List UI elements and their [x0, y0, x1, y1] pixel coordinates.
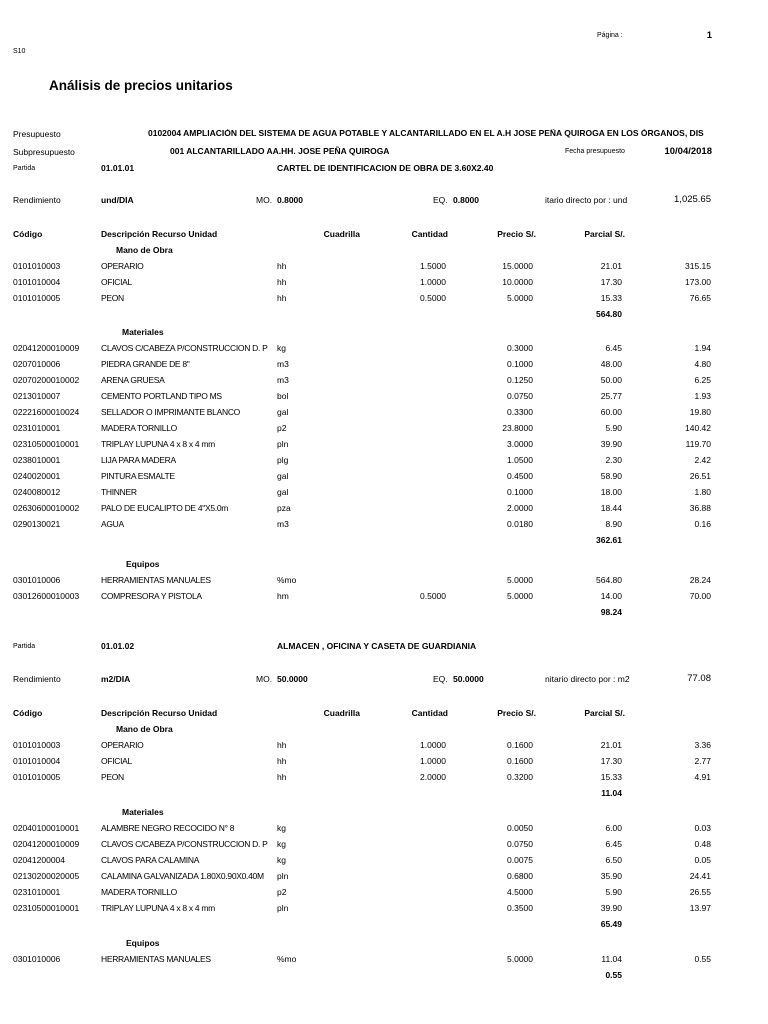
- rendimiento-label: Rendimiento: [13, 195, 61, 205]
- row-parcial: 6.45: [605, 343, 622, 353]
- row-unit: pln: [277, 903, 289, 913]
- row-unit: p2: [277, 887, 287, 897]
- row-code: 02041200010009: [13, 343, 80, 353]
- row-unit: pza: [277, 503, 291, 513]
- subtotal-materiales: 362.61: [596, 535, 622, 545]
- row-parcial: 39.90: [600, 903, 622, 913]
- row-precio: 0.1600: [507, 756, 533, 766]
- row-total: 0.48: [694, 839, 711, 849]
- row-code: 02130200020005: [13, 871, 80, 881]
- row-total: 70.00: [689, 591, 711, 601]
- row-precio: 0.3200: [507, 772, 533, 782]
- row-parcial: 39.90: [600, 439, 622, 449]
- row-code: 0101010003: [13, 261, 61, 271]
- costo-label: itario directo por : und: [545, 195, 628, 205]
- row-parcial: 21.01: [600, 261, 622, 271]
- col-cuadrilla: Cuadrilla: [323, 708, 360, 718]
- col-descripcion: Descripción Recurso Unidad: [101, 708, 218, 718]
- row-code: 02630600010002: [13, 503, 80, 513]
- row-cantidad: 1.0000: [420, 740, 446, 750]
- row-cantidad: 0.5000: [420, 293, 446, 303]
- row-precio: 5.0000: [507, 575, 533, 585]
- row-description: OPERARIO: [101, 261, 144, 271]
- row-code: 0207010006: [13, 359, 61, 369]
- row-description: SELLADOR O IMPRIMANTE BLANCO: [101, 407, 240, 417]
- row-parcial: 17.30: [600, 756, 622, 766]
- presupuesto-value: 0102004 AMPLIACIÓN DEL SISTEMA DE AGUA POTABLE Y ALCANTARILLADO EN EL A.H JOSE PEÑA QUIROGA EN LOS ÓRGANOS, DIS: [148, 129, 704, 138]
- group-mano-de-obra: Mano de Obra: [116, 724, 173, 734]
- row-unit: kg: [277, 343, 286, 353]
- row-description: PIEDRA GRANDE DE 8": [101, 359, 190, 369]
- row-precio: 0.6800: [507, 871, 533, 881]
- row-code: 02041200004: [13, 855, 66, 865]
- row-code: 0240080012: [13, 487, 61, 497]
- row-parcial: 17.30: [600, 277, 622, 287]
- col-cantidad: Cantidad: [411, 708, 448, 718]
- partida-code: 01.01.02: [101, 641, 135, 651]
- row-code: 0101010004: [13, 277, 61, 287]
- row-unit: pln: [277, 871, 289, 881]
- row-precio: 4.5000: [507, 887, 533, 897]
- row-precio: 10.0000: [502, 277, 533, 287]
- group-materiales: Materiales: [122, 807, 164, 817]
- group-mano-de-obra: Mano de Obra: [116, 245, 173, 255]
- group-materiales: Materiales: [122, 327, 164, 337]
- row-precio: 0.3500: [507, 903, 533, 913]
- subtotal-mano-de-obra: 564.80: [596, 309, 622, 319]
- row-parcial: 11.04: [601, 954, 622, 964]
- row-description: ARENA GRUESA: [101, 375, 165, 385]
- row-total: 173.00: [685, 277, 711, 287]
- col-precio: Precio S/.: [497, 708, 536, 718]
- row-total: 28.24: [689, 575, 711, 585]
- row-description: THINNER: [101, 487, 137, 497]
- eq-label: EQ.: [433, 195, 448, 205]
- row-precio: 0.3300: [507, 407, 533, 417]
- col-codigo: Código: [13, 708, 43, 718]
- row-precio: 2.0000: [507, 503, 533, 513]
- mo-value: 50.0000: [277, 674, 308, 684]
- row-total: 0.03: [694, 823, 711, 833]
- presupuesto-label: Presupuesto: [13, 129, 61, 139]
- row-precio: 0.1000: [507, 359, 533, 369]
- row-code: 0301010006: [13, 575, 61, 585]
- fecha-label: Fecha presupuesto: [565, 148, 625, 155]
- row-code: 02310500010001: [13, 903, 80, 913]
- row-description: MADERA TORNILLO: [101, 887, 177, 897]
- row-parcial: 15.33: [600, 293, 622, 303]
- row-description: CEMENTO PORTLAND TIPO MS: [101, 391, 222, 401]
- eq-value: 0.8000: [453, 195, 479, 205]
- row-precio: 0.1600: [507, 740, 533, 750]
- row-unit: plg: [277, 455, 289, 465]
- row-unit: kg: [277, 823, 286, 833]
- row-code: 02041200010009: [13, 839, 80, 849]
- row-total: 4.80: [694, 359, 711, 369]
- row-code: 0238010001: [13, 455, 61, 465]
- row-unit: gal: [277, 487, 289, 497]
- row-unit: bol: [277, 391, 289, 401]
- row-unit: %mo: [277, 575, 297, 585]
- eq-value: 50.0000: [453, 674, 484, 684]
- costo-value: 77.08: [687, 673, 711, 684]
- row-description: OFICIAL: [101, 756, 132, 766]
- row-code: 02040100010001: [13, 823, 80, 833]
- row-precio: 23.8000: [502, 423, 533, 433]
- row-code: 02070200010002: [13, 375, 80, 385]
- row-description: PEON: [101, 772, 124, 782]
- row-unit: hh: [277, 756, 287, 766]
- row-description: PALO DE EUCALIPTO DE 4"X5.0m: [101, 503, 229, 513]
- row-parcial: 2.30: [605, 455, 622, 465]
- partida-name: ALMACEN , OFICINA Y CASETA DE GUARDIANIA: [277, 641, 477, 651]
- rendimiento-unit: und/DIA: [101, 195, 134, 205]
- row-total: 26.51: [689, 471, 711, 481]
- row-total: 0.55: [694, 954, 711, 964]
- row-total: 13.97: [689, 903, 711, 913]
- row-description: OPERARIO: [101, 740, 144, 750]
- row-description: COMPRESORA Y PISTOLA: [101, 591, 202, 601]
- row-description: AGUA: [101, 519, 124, 529]
- row-precio: 0.1250: [507, 375, 533, 385]
- col-parcial: Parcial S/.: [584, 708, 625, 718]
- rendimiento-label: Rendimiento: [13, 674, 61, 684]
- row-unit: hm: [277, 591, 289, 601]
- row-total: 1.80: [694, 487, 711, 497]
- fecha-value: 10/04/2018: [664, 146, 712, 157]
- row-total: 24.41: [689, 871, 711, 881]
- row-precio: 0.3000: [507, 343, 533, 353]
- costo-value: 1,025.65: [674, 194, 711, 205]
- row-total: 119.70: [685, 439, 711, 449]
- row-precio: 0.0180: [507, 519, 533, 529]
- row-precio: 3.0000: [507, 439, 533, 449]
- col-descripcion: Descripción Recurso Unidad: [101, 229, 218, 239]
- row-precio: 1.0500: [507, 455, 533, 465]
- costo-label: nitario directo por : m2: [545, 674, 630, 684]
- row-description: TRIPLAY LUPUNA 4 x 8 x 4 mm: [101, 903, 215, 913]
- row-cantidad: 1.5000: [420, 261, 446, 271]
- group-equipos: Equipos: [126, 938, 160, 948]
- row-parcial: 14.00: [600, 591, 622, 601]
- page-number: 1: [706, 30, 712, 41]
- row-code: 0101010003: [13, 740, 61, 750]
- row-unit: p2: [277, 423, 287, 433]
- row-parcial: 564.80: [596, 575, 622, 585]
- row-code: 0231010001: [13, 887, 61, 897]
- row-parcial: 48.00: [600, 359, 622, 369]
- row-description: OFICIAL: [101, 277, 132, 287]
- row-total: 2.42: [694, 455, 711, 465]
- row-description: ALAMBRE NEGRO RECOCIDO N° 8: [101, 823, 235, 833]
- subtotal-equipos: 98.24: [600, 607, 622, 617]
- row-unit: gal: [277, 471, 289, 481]
- row-parcial: 5.90: [605, 423, 622, 433]
- subtotal-equipos: 0.55: [605, 970, 622, 980]
- row-total: 76.65: [689, 293, 711, 303]
- row-parcial: 6.00: [605, 823, 622, 833]
- row-unit: m3: [277, 375, 289, 385]
- row-parcial: 35.90: [600, 871, 622, 881]
- row-unit: hh: [277, 293, 287, 303]
- row-parcial: 21.01: [600, 740, 622, 750]
- row-precio: 0.0050: [507, 823, 533, 833]
- row-precio: 5.0000: [507, 591, 533, 601]
- row-unit: gal: [277, 407, 289, 417]
- col-cuadrilla: Cuadrilla: [323, 229, 360, 239]
- rendimiento-unit: m2/DIA: [101, 674, 131, 684]
- row-code: 02221600010024: [13, 407, 80, 417]
- row-unit: m3: [277, 519, 289, 529]
- row-parcial: 18.00: [600, 487, 622, 497]
- row-precio: 0.0750: [507, 391, 533, 401]
- row-total: 315.15: [685, 261, 711, 271]
- mo-label: MO.: [256, 195, 273, 205]
- subtotal-materiales: 65.49: [600, 919, 622, 929]
- row-description: MADERA TORNILLO: [101, 423, 177, 433]
- row-precio: 0.4500: [507, 471, 533, 481]
- row-cantidad: 1.0000: [420, 756, 446, 766]
- row-code: 02310500010001: [13, 439, 80, 449]
- row-code: 03012600010003: [13, 591, 80, 601]
- row-unit: kg: [277, 855, 286, 865]
- row-code: 0101010004: [13, 756, 61, 766]
- partida-label: Partida: [13, 165, 36, 172]
- row-unit: hh: [277, 772, 287, 782]
- row-description: PINTURA ESMALTE: [101, 471, 175, 481]
- row-description: HERRAMIENTAS MANUALES: [101, 954, 211, 964]
- subpresupuesto-label: Subpresupuesto: [13, 147, 75, 157]
- row-unit: hh: [277, 740, 287, 750]
- col-cantidad: Cantidad: [411, 229, 448, 239]
- row-code: 0101010005: [13, 772, 61, 782]
- row-unit: kg: [277, 839, 286, 849]
- row-code: 0240020001: [13, 471, 61, 481]
- row-total: 36.88: [689, 503, 711, 513]
- row-parcial: 8.90: [605, 519, 622, 529]
- col-codigo: Código: [13, 229, 43, 239]
- row-precio: 5.0000: [507, 954, 533, 964]
- row-parcial: 6.45: [605, 839, 622, 849]
- subtotal-mano-de-obra: 11.04: [601, 788, 622, 798]
- row-code: 0301010006: [13, 954, 61, 964]
- partida-name: CARTEL DE IDENTIFICACION DE OBRA DE 3.60X2.40: [277, 163, 494, 173]
- row-total: 4.91: [694, 772, 711, 782]
- row-parcial: 5.90: [605, 887, 622, 897]
- row-code: 0101010005: [13, 293, 61, 303]
- row-total: 6.25: [694, 375, 711, 385]
- row-cantidad: 0.5000: [420, 591, 446, 601]
- row-total: 0.16: [694, 519, 711, 529]
- row-description: LIJA PARA MADERA: [101, 455, 176, 465]
- row-parcial: 18.44: [600, 503, 622, 513]
- row-parcial: 15.33: [600, 772, 622, 782]
- row-total: 0.05: [694, 855, 711, 865]
- row-unit: m3: [277, 359, 289, 369]
- partida-label: Partida: [13, 643, 36, 650]
- row-parcial: 6.50: [605, 855, 622, 865]
- row-total: 140.42: [685, 423, 711, 433]
- row-code: 0231010001: [13, 423, 61, 433]
- mo-label: MO.: [256, 674, 273, 684]
- row-parcial: 25.77: [600, 391, 622, 401]
- row-parcial: 60.00: [600, 407, 622, 417]
- row-description: HERRAMIENTAS MANUALES: [101, 575, 211, 585]
- row-description: PEON: [101, 293, 124, 303]
- partida-code: 01.01.01: [101, 163, 135, 173]
- row-precio: 0.0750: [507, 839, 533, 849]
- group-equipos: Equipos: [126, 559, 160, 569]
- row-parcial: 58.90: [600, 471, 622, 481]
- row-description: CLAVOS C/CABEZA P/CONSTRUCCION D. P: [101, 839, 268, 849]
- row-total: 2.77: [694, 756, 711, 766]
- row-precio: 0.1000: [507, 487, 533, 497]
- row-unit: hh: [277, 277, 287, 287]
- row-total: 3.36: [694, 740, 711, 750]
- row-code: 0290130021: [13, 519, 61, 529]
- row-unit: pln: [277, 439, 289, 449]
- row-total: 1.93: [694, 391, 711, 401]
- row-cantidad: 1.0000: [420, 277, 446, 287]
- row-unit: hh: [277, 261, 287, 271]
- row-total: 26.55: [689, 887, 711, 897]
- mo-value: 0.8000: [277, 195, 303, 205]
- row-code: 0213010007: [13, 391, 61, 401]
- row-precio: 15.0000: [502, 261, 533, 271]
- page-label: Página :: [597, 32, 623, 39]
- row-total: 19.80: [689, 407, 711, 417]
- row-description: CLAVOS C/CABEZA P/CONSTRUCCION D. P: [101, 343, 268, 353]
- s10-label: S10: [13, 48, 26, 55]
- row-precio: 5.0000: [507, 293, 533, 303]
- row-parcial: 50.00: [600, 375, 622, 385]
- eq-label: EQ.: [433, 674, 448, 684]
- col-precio: Precio S/.: [497, 229, 536, 239]
- subpresupuesto-value: 001 ALCANTARILLADO AA.HH. JOSE PEÑA QUIROGA: [170, 146, 390, 156]
- row-unit: %mo: [277, 954, 297, 964]
- col-parcial: Parcial S/.: [584, 229, 625, 239]
- row-description: CLAVOS PARA CALAMINA: [101, 855, 200, 865]
- row-cantidad: 2.0000: [420, 772, 446, 782]
- row-description: TRIPLAY LUPUNA 4 x 8 x 4 mm: [101, 439, 215, 449]
- row-description: CALAMINA GALVANIZADA 1.80X0.90X0.40M: [101, 871, 264, 881]
- row-total: 1.94: [694, 343, 711, 353]
- row-precio: 0.0075: [507, 855, 533, 865]
- page-title: Análisis de precios unitarios: [49, 78, 233, 93]
